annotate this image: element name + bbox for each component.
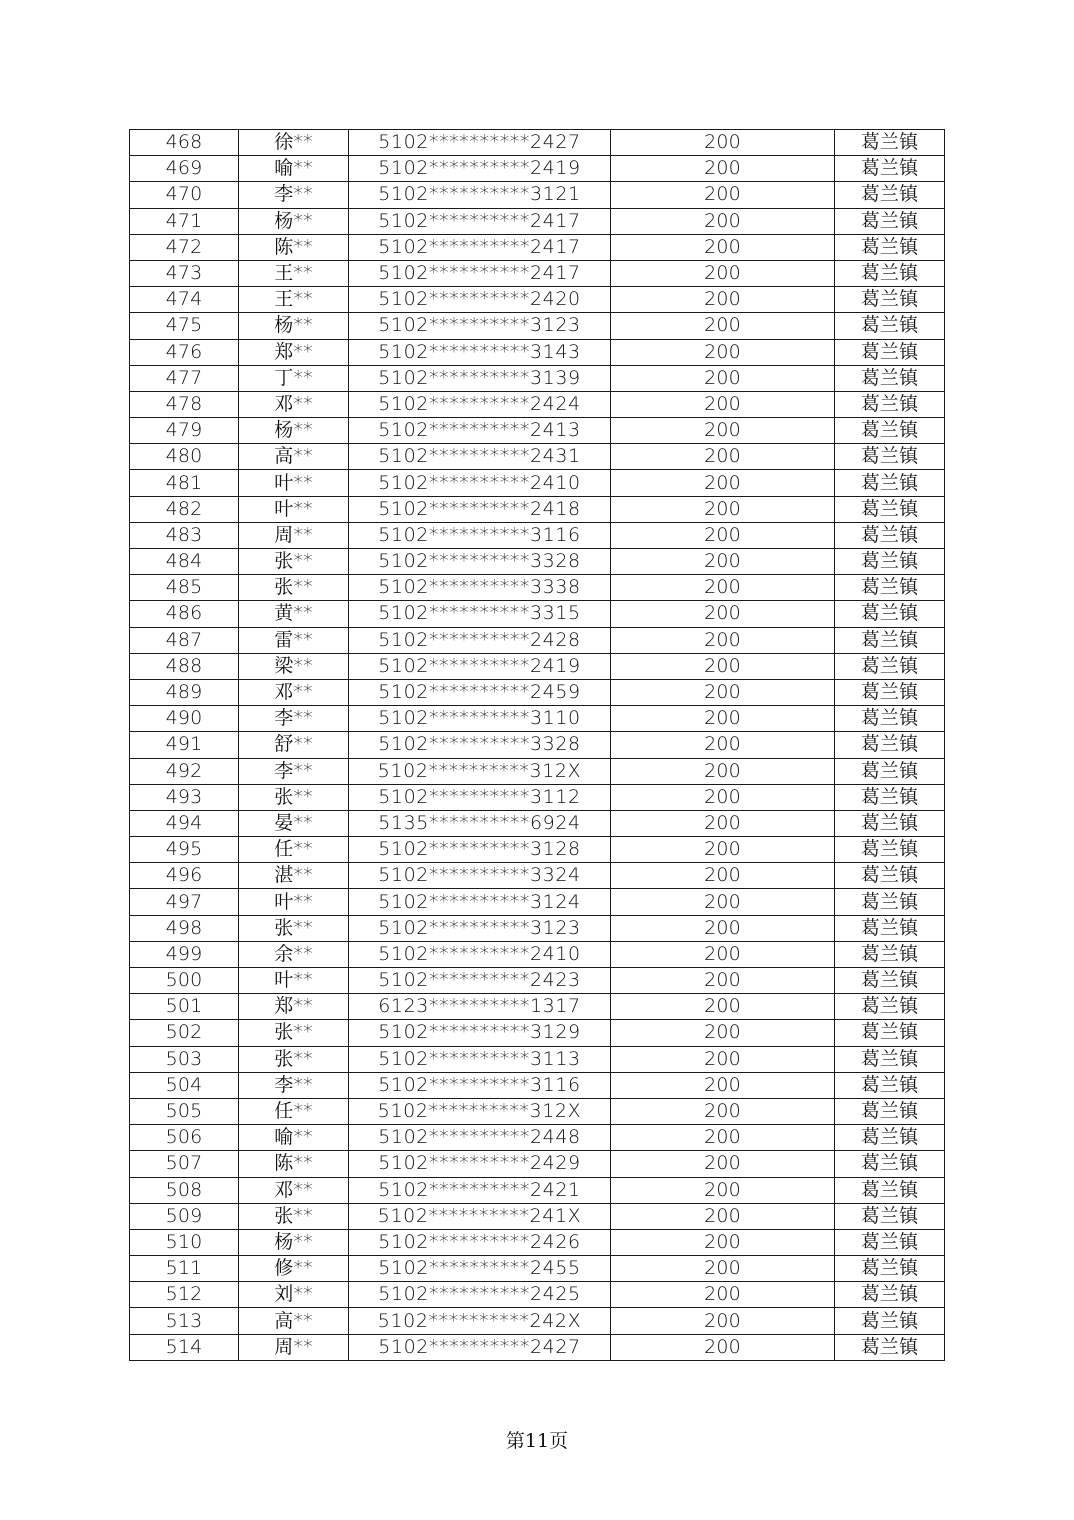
table-row <box>130 732 945 758</box>
cell-town: 葛兰镇 <box>835 208 945 234</box>
table-row <box>130 365 945 391</box>
cell-town: 葛兰镇 <box>835 968 945 994</box>
cell-row-number: 474 <box>130 287 239 313</box>
cell-town: 葛兰镇 <box>835 863 945 889</box>
cell-name: 任** <box>239 1098 349 1124</box>
cell-name: 张** <box>239 549 349 575</box>
cell-amount: 200 <box>611 784 835 810</box>
cell-id-number: 5102**********312X <box>349 1098 611 1124</box>
cell-row-number: 473 <box>130 260 239 286</box>
cell-amount: 200 <box>611 287 835 313</box>
cell-id-number: 5102**********2424 <box>349 391 611 417</box>
cell-amount: 200 <box>611 391 835 417</box>
cell-id-number: 5102**********2417 <box>349 260 611 286</box>
cell-town: 葛兰镇 <box>835 627 945 653</box>
cell-name: 张** <box>239 784 349 810</box>
cell-amount: 200 <box>611 365 835 391</box>
cell-id-number: 5102**********3116 <box>349 1072 611 1098</box>
table-row <box>130 418 945 444</box>
cell-name: 叶** <box>239 968 349 994</box>
table-row <box>130 313 945 339</box>
cell-id-number: 5102**********3116 <box>349 522 611 548</box>
cell-amount: 200 <box>611 130 835 156</box>
cell-amount: 200 <box>611 1046 835 1072</box>
cell-id-number: 5102**********2418 <box>349 496 611 522</box>
cell-row-number: 485 <box>130 575 239 601</box>
cell-name: 陈** <box>239 234 349 260</box>
table-row <box>130 130 945 156</box>
cell-row-number: 491 <box>130 732 239 758</box>
cell-town: 葛兰镇 <box>835 1256 945 1282</box>
cell-id-number: 5102**********3110 <box>349 706 611 732</box>
cell-amount: 200 <box>611 575 835 601</box>
cell-name: 徐** <box>239 130 349 156</box>
table-row <box>130 1308 945 1334</box>
table-row <box>130 601 945 627</box>
table-row <box>130 470 945 496</box>
cell-amount: 200 <box>611 1125 835 1151</box>
cell-id-number: 5102**********3123 <box>349 915 611 941</box>
cell-row-number: 490 <box>130 706 239 732</box>
cell-id-number: 5102**********2448 <box>349 1125 611 1151</box>
cell-row-number: 514 <box>130 1334 239 1360</box>
cell-id-number: 5102**********2419 <box>349 156 611 182</box>
cell-id-number: 5102**********2419 <box>349 653 611 679</box>
cell-town: 葛兰镇 <box>835 1072 945 1098</box>
cell-amount: 200 <box>611 889 835 915</box>
cell-amount: 200 <box>611 444 835 470</box>
cell-id-number: 5102**********3121 <box>349 182 611 208</box>
table-row <box>130 679 945 705</box>
cell-town: 葛兰镇 <box>835 287 945 313</box>
table-row <box>130 1098 945 1124</box>
cell-row-number: 479 <box>130 418 239 444</box>
cell-name: 余** <box>239 941 349 967</box>
cell-row-number: 499 <box>130 941 239 967</box>
cell-town: 葛兰镇 <box>835 575 945 601</box>
cell-town: 葛兰镇 <box>835 1098 945 1124</box>
cell-name: 张** <box>239 1046 349 1072</box>
cell-town: 葛兰镇 <box>835 182 945 208</box>
table-row <box>130 208 945 234</box>
cell-name: 杨** <box>239 313 349 339</box>
cell-amount: 200 <box>611 1334 835 1360</box>
cell-name: 雷** <box>239 627 349 653</box>
cell-name: 任** <box>239 837 349 863</box>
table-row <box>130 1334 945 1360</box>
table-row <box>130 784 945 810</box>
cell-amount: 200 <box>611 653 835 679</box>
cell-town: 葛兰镇 <box>835 837 945 863</box>
cell-row-number: 483 <box>130 522 239 548</box>
cell-town: 葛兰镇 <box>835 915 945 941</box>
table-row <box>130 1151 945 1177</box>
cell-name: 张** <box>239 575 349 601</box>
cell-row-number: 513 <box>130 1308 239 1334</box>
cell-row-number: 476 <box>130 339 239 365</box>
cell-amount: 200 <box>611 208 835 234</box>
cell-id-number: 5102**********2455 <box>349 1256 611 1282</box>
cell-amount: 200 <box>611 679 835 705</box>
cell-name: 李** <box>239 706 349 732</box>
cell-id-number: 5102**********3128 <box>349 837 611 863</box>
cell-town: 葛兰镇 <box>835 1308 945 1334</box>
cell-town: 葛兰镇 <box>835 994 945 1020</box>
cell-name: 杨** <box>239 1229 349 1255</box>
cell-row-number: 500 <box>130 968 239 994</box>
cell-amount: 200 <box>611 863 835 889</box>
cell-town: 葛兰镇 <box>835 130 945 156</box>
cell-row-number: 488 <box>130 653 239 679</box>
cell-row-number: 501 <box>130 994 239 1020</box>
cell-name: 郑** <box>239 339 349 365</box>
cell-amount: 200 <box>611 1282 835 1308</box>
cell-id-number: 5102**********3129 <box>349 1020 611 1046</box>
subsidy-list-table <box>129 129 945 1361</box>
table-row <box>130 758 945 784</box>
cell-id-number: 5102**********2421 <box>349 1177 611 1203</box>
cell-row-number: 505 <box>130 1098 239 1124</box>
cell-id-number: 5102**********3113 <box>349 1046 611 1072</box>
cell-amount: 200 <box>611 313 835 339</box>
cell-town: 葛兰镇 <box>835 522 945 548</box>
cell-row-number: 494 <box>130 810 239 836</box>
table-row <box>130 941 945 967</box>
cell-amount: 200 <box>611 915 835 941</box>
table-row <box>130 522 945 548</box>
cell-name: 王** <box>239 260 349 286</box>
cell-amount: 200 <box>611 1020 835 1046</box>
cell-amount: 200 <box>611 1256 835 1282</box>
cell-town: 葛兰镇 <box>835 1177 945 1203</box>
cell-row-number: 504 <box>130 1072 239 1098</box>
table-row <box>130 1072 945 1098</box>
cell-id-number: 5102**********3328 <box>349 549 611 575</box>
cell-id-number: 5102**********2420 <box>349 287 611 313</box>
cell-amount: 200 <box>611 260 835 286</box>
table-row <box>130 339 945 365</box>
cell-row-number: 475 <box>130 313 239 339</box>
cell-town: 葛兰镇 <box>835 1203 945 1229</box>
cell-name: 张** <box>239 915 349 941</box>
cell-name: 高** <box>239 444 349 470</box>
cell-amount: 200 <box>611 234 835 260</box>
table-row <box>130 234 945 260</box>
cell-row-number: 471 <box>130 208 239 234</box>
cell-name: 张** <box>239 1020 349 1046</box>
table-row <box>130 391 945 417</box>
cell-town: 葛兰镇 <box>835 444 945 470</box>
cell-row-number: 511 <box>130 1256 239 1282</box>
cell-id-number: 5102**********312X <box>349 758 611 784</box>
cell-town: 葛兰镇 <box>835 601 945 627</box>
cell-name: 叶** <box>239 889 349 915</box>
cell-amount: 200 <box>611 1098 835 1124</box>
cell-id-number: 5102**********2410 <box>349 941 611 967</box>
cell-town: 葛兰镇 <box>835 339 945 365</box>
cell-row-number: 478 <box>130 391 239 417</box>
table-row <box>130 1046 945 1072</box>
cell-name: 周** <box>239 1334 349 1360</box>
cell-id-number: 5135**********6924 <box>349 810 611 836</box>
cell-amount: 200 <box>611 156 835 182</box>
cell-amount: 200 <box>611 1072 835 1098</box>
table-row <box>130 627 945 653</box>
cell-amount: 200 <box>611 1308 835 1334</box>
cell-row-number: 480 <box>130 444 239 470</box>
table-row <box>130 810 945 836</box>
cell-town: 葛兰镇 <box>835 941 945 967</box>
table-row <box>130 915 945 941</box>
cell-id-number: 5102**********2426 <box>349 1229 611 1255</box>
cell-amount: 200 <box>611 496 835 522</box>
cell-id-number: 5102**********2459 <box>349 679 611 705</box>
cell-id-number: 5102**********2429 <box>349 1151 611 1177</box>
cell-row-number: 503 <box>130 1046 239 1072</box>
cell-id-number: 5102**********3112 <box>349 784 611 810</box>
cell-row-number: 484 <box>130 549 239 575</box>
cell-id-number: 5102**********2427 <box>349 1334 611 1360</box>
cell-name: 王** <box>239 287 349 313</box>
cell-town: 葛兰镇 <box>835 1334 945 1360</box>
table-row <box>130 968 945 994</box>
cell-town: 葛兰镇 <box>835 156 945 182</box>
table-row <box>130 706 945 732</box>
cell-id-number: 5102**********3123 <box>349 313 611 339</box>
cell-row-number: 470 <box>130 182 239 208</box>
cell-name: 杨** <box>239 208 349 234</box>
cell-row-number: 497 <box>130 889 239 915</box>
cell-amount: 200 <box>611 627 835 653</box>
table-row <box>130 156 945 182</box>
table-row <box>130 575 945 601</box>
table-row <box>130 994 945 1020</box>
cell-row-number: 477 <box>130 365 239 391</box>
table-row <box>130 496 945 522</box>
table-row <box>130 1282 945 1308</box>
cell-town: 葛兰镇 <box>835 391 945 417</box>
cell-name: 陈** <box>239 1151 349 1177</box>
cell-id-number: 5102**********2427 <box>349 130 611 156</box>
cell-row-number: 512 <box>130 1282 239 1308</box>
cell-amount: 200 <box>611 1203 835 1229</box>
cell-town: 葛兰镇 <box>835 260 945 286</box>
page-number: 第11页 <box>505 1430 569 1452</box>
cell-name: 李** <box>239 1072 349 1098</box>
cell-id-number: 5102**********2417 <box>349 234 611 260</box>
cell-town: 葛兰镇 <box>835 653 945 679</box>
cell-town: 葛兰镇 <box>835 889 945 915</box>
cell-id-number: 5102**********241X <box>349 1203 611 1229</box>
table-row <box>130 444 945 470</box>
cell-row-number: 493 <box>130 784 239 810</box>
cell-town: 葛兰镇 <box>835 810 945 836</box>
cell-name: 修** <box>239 1256 349 1282</box>
cell-id-number: 5102**********242X <box>349 1308 611 1334</box>
cell-amount: 200 <box>611 968 835 994</box>
cell-id-number: 5102**********3315 <box>349 601 611 627</box>
cell-name: 刘** <box>239 1282 349 1308</box>
cell-id-number: 5102**********3338 <box>349 575 611 601</box>
cell-name: 喻** <box>239 156 349 182</box>
cell-amount: 200 <box>611 470 835 496</box>
cell-amount: 200 <box>611 339 835 365</box>
cell-id-number: 5102**********3324 <box>349 863 611 889</box>
cell-name: 周** <box>239 522 349 548</box>
cell-id-number: 5102**********2428 <box>349 627 611 653</box>
cell-name: 丁** <box>239 365 349 391</box>
cell-row-number: 487 <box>130 627 239 653</box>
cell-name: 郑** <box>239 994 349 1020</box>
cell-name: 邓** <box>239 679 349 705</box>
cell-id-number: 5102**********2417 <box>349 208 611 234</box>
cell-name: 黄** <box>239 601 349 627</box>
cell-row-number: 482 <box>130 496 239 522</box>
cell-amount: 200 <box>611 182 835 208</box>
cell-town: 葛兰镇 <box>835 784 945 810</box>
cell-id-number: 5102**********3143 <box>349 339 611 365</box>
cell-row-number: 472 <box>130 234 239 260</box>
cell-name: 舒** <box>239 732 349 758</box>
cell-row-number: 468 <box>130 130 239 156</box>
cell-town: 葛兰镇 <box>835 418 945 444</box>
cell-id-number: 5102**********2410 <box>349 470 611 496</box>
cell-town: 葛兰镇 <box>835 470 945 496</box>
table-row <box>130 653 945 679</box>
cell-id-number: 5102**********2425 <box>349 1282 611 1308</box>
cell-amount: 200 <box>611 418 835 444</box>
cell-name: 李** <box>239 758 349 784</box>
cell-row-number: 495 <box>130 837 239 863</box>
cell-amount: 200 <box>611 1229 835 1255</box>
cell-town: 葛兰镇 <box>835 549 945 575</box>
table-row <box>130 287 945 313</box>
cell-town: 葛兰镇 <box>835 1151 945 1177</box>
cell-amount: 200 <box>611 810 835 836</box>
cell-name: 杨** <box>239 418 349 444</box>
cell-row-number: 509 <box>130 1203 239 1229</box>
cell-amount: 200 <box>611 522 835 548</box>
cell-town: 葛兰镇 <box>835 234 945 260</box>
table-row <box>130 1256 945 1282</box>
cell-town: 葛兰镇 <box>835 1046 945 1072</box>
cell-amount: 200 <box>611 994 835 1020</box>
cell-name: 李** <box>239 182 349 208</box>
cell-id-number: 6123**********1317 <box>349 994 611 1020</box>
cell-row-number: 489 <box>130 679 239 705</box>
cell-row-number: 508 <box>130 1177 239 1203</box>
cell-row-number: 510 <box>130 1229 239 1255</box>
cell-amount: 200 <box>611 706 835 732</box>
cell-name: 梁** <box>239 653 349 679</box>
cell-town: 葛兰镇 <box>835 1229 945 1255</box>
cell-amount: 200 <box>611 837 835 863</box>
table-row <box>130 1229 945 1255</box>
cell-row-number: 469 <box>130 156 239 182</box>
cell-amount: 200 <box>611 758 835 784</box>
cell-name: 叶** <box>239 496 349 522</box>
table-row <box>130 863 945 889</box>
table-row <box>130 549 945 575</box>
table-row <box>130 1020 945 1046</box>
table-row <box>130 1177 945 1203</box>
cell-name: 晏** <box>239 810 349 836</box>
cell-name: 高** <box>239 1308 349 1334</box>
cell-id-number: 5102**********3139 <box>349 365 611 391</box>
cell-amount: 200 <box>611 1151 835 1177</box>
cell-amount: 200 <box>611 601 835 627</box>
cell-town: 葛兰镇 <box>835 496 945 522</box>
table-row <box>130 1125 945 1151</box>
table-body <box>130 130 945 1361</box>
cell-name: 叶** <box>239 470 349 496</box>
cell-amount: 200 <box>611 549 835 575</box>
cell-town: 葛兰镇 <box>835 732 945 758</box>
cell-row-number: 486 <box>130 601 239 627</box>
cell-row-number: 507 <box>130 1151 239 1177</box>
table-row <box>130 182 945 208</box>
cell-town: 葛兰镇 <box>835 758 945 784</box>
cell-name: 邓** <box>239 391 349 417</box>
cell-row-number: 498 <box>130 915 239 941</box>
cell-name: 邓** <box>239 1177 349 1203</box>
cell-row-number: 506 <box>130 1125 239 1151</box>
cell-name: 张** <box>239 1203 349 1229</box>
table-row <box>130 889 945 915</box>
cell-amount: 200 <box>611 1177 835 1203</box>
cell-id-number: 5102**********2413 <box>349 418 611 444</box>
cell-id-number: 5102**********2431 <box>349 444 611 470</box>
cell-id-number: 5102**********3328 <box>349 732 611 758</box>
cell-town: 葛兰镇 <box>835 313 945 339</box>
cell-town: 葛兰镇 <box>835 1125 945 1151</box>
cell-row-number: 481 <box>130 470 239 496</box>
cell-town: 葛兰镇 <box>835 365 945 391</box>
cell-town: 葛兰镇 <box>835 1020 945 1046</box>
table-row <box>130 1203 945 1229</box>
table-row <box>130 260 945 286</box>
cell-amount: 200 <box>611 941 835 967</box>
cell-id-number: 5102**********2423 <box>349 968 611 994</box>
table-row <box>130 837 945 863</box>
cell-row-number: 492 <box>130 758 239 784</box>
cell-name: 湛** <box>239 863 349 889</box>
cell-row-number: 496 <box>130 863 239 889</box>
cell-amount: 200 <box>611 732 835 758</box>
cell-name: 喻** <box>239 1125 349 1151</box>
cell-town: 葛兰镇 <box>835 679 945 705</box>
cell-row-number: 502 <box>130 1020 239 1046</box>
cell-id-number: 5102**********3124 <box>349 889 611 915</box>
cell-town: 葛兰镇 <box>835 706 945 732</box>
cell-town: 葛兰镇 <box>835 1282 945 1308</box>
